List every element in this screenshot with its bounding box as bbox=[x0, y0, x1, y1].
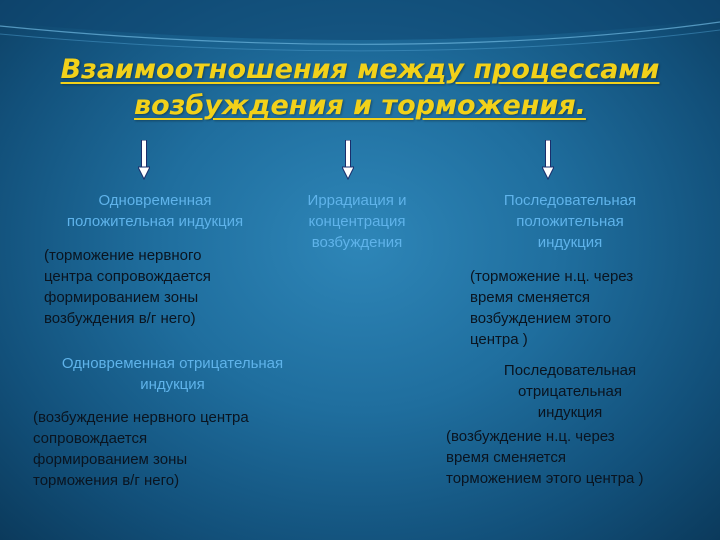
bottom-left-heading-line: Одновременная отрицательная bbox=[61, 355, 284, 372]
bottom-left-description bbox=[33, 407, 323, 491]
bottom-left-heading bbox=[30, 353, 315, 395]
right-heading bbox=[470, 190, 670, 253]
middle-heading-line: возбуждения bbox=[311, 234, 403, 251]
right-desc-line: возбуждением этого bbox=[470, 310, 612, 327]
left-heading-line: Одновременная bbox=[98, 192, 212, 209]
slide-title bbox=[20, 52, 700, 124]
left-desc-line: формированием зоны bbox=[44, 289, 199, 306]
bottom-right-heading-line: Последовательная bbox=[503, 362, 637, 379]
bottom-right-desc-line: (возбуждение н.ц. через bbox=[446, 428, 615, 445]
right-heading-line: Последовательная bbox=[503, 192, 637, 209]
right-desc-line: (торможение н.ц. через bbox=[470, 268, 634, 285]
left-heading-line: положительная индукция bbox=[66, 213, 244, 230]
right-desc-line: центра ) bbox=[470, 331, 528, 348]
bottom-right-description bbox=[446, 426, 706, 489]
middle-heading bbox=[282, 190, 432, 253]
left-description bbox=[44, 245, 274, 329]
bottom-right-desc-line: время сменяется bbox=[446, 449, 566, 466]
bottom-left-desc-line: сопровождается bbox=[33, 430, 148, 447]
left-desc-line: возбуждения в/г него) bbox=[44, 310, 196, 327]
title-line-1: Взаимоотношения между процессами bbox=[60, 54, 660, 85]
bottom-left-desc-line: (возбуждение нервного центра bbox=[33, 409, 249, 426]
middle-heading-line: концентрация bbox=[308, 213, 406, 230]
right-description bbox=[470, 266, 700, 350]
bottom-right-heading-line: индукция bbox=[537, 404, 603, 421]
left-heading bbox=[40, 190, 270, 232]
header-swoosh bbox=[0, 0, 720, 60]
arrow-down-icon bbox=[138, 140, 150, 180]
right-desc-line: время сменяется bbox=[470, 289, 590, 306]
middle-heading-line: Иррадиация и bbox=[307, 192, 407, 209]
arrow-down-icon bbox=[342, 140, 354, 180]
bottom-left-desc-line: формированием зоны bbox=[33, 451, 188, 468]
right-heading-line: положительная bbox=[516, 213, 624, 230]
left-desc-line: (торможение нервного bbox=[44, 247, 202, 264]
bottom-left-desc-line: торможения в/г него) bbox=[33, 472, 180, 489]
title-line-2: возбуждения и торможения. bbox=[134, 90, 586, 121]
right-heading-line: индукция bbox=[537, 234, 603, 251]
arrow-down-icon bbox=[542, 140, 554, 180]
bottom-right-block bbox=[445, 360, 695, 423]
bottom-right-heading-line: отрицательная bbox=[517, 383, 623, 400]
bottom-right-desc-line: торможением этого центра ) bbox=[446, 470, 644, 487]
left-desc-line: центра сопровождается bbox=[44, 268, 211, 285]
bottom-left-heading-line: индукция bbox=[140, 376, 205, 393]
